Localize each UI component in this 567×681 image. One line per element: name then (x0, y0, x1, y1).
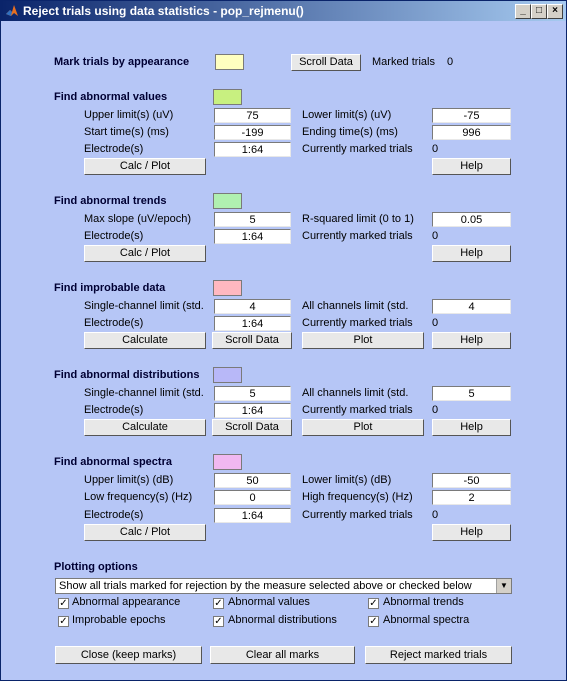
plotting-mode-select[interactable] (55, 578, 512, 594)
reject-marked-trials-button[interactable]: Reject marked trials (365, 646, 512, 664)
improbable-plot-button[interactable]: Plot (302, 332, 424, 349)
trends-electrode-label: Electrode(s) (84, 230, 144, 242)
spectra-marked-label: Currently marked trials (302, 509, 413, 521)
improbable-color-swatch (213, 280, 242, 296)
spectra-upper-label: Upper limit(s) (dB) (84, 474, 174, 486)
trends-electrode-input[interactable]: 1:64 (214, 229, 291, 244)
spectra-lower-input[interactable]: -50 (432, 473, 511, 488)
distributions-all-label: All channels limit (std. (302, 387, 409, 399)
window-title: Reject trials using data statistics - pop_rejmenu() (23, 4, 304, 18)
close-button[interactable]: × (547, 4, 563, 19)
distributions-plot-button[interactable]: Plot (302, 419, 424, 436)
values-lower-input[interactable]: -75 (432, 108, 511, 123)
values-calc-plot-button[interactable]: Calc / Plot (84, 158, 206, 175)
checkbox-abnormal-appearance[interactable]: ✓ (59, 598, 68, 609)
distributions-electrode-input[interactable]: 1:64 (214, 403, 291, 418)
improbable-single-label: Single-channel limit (std. (84, 300, 204, 312)
title-bar (1, 1, 566, 21)
distributions-header: Find abnormal distributions (54, 369, 200, 381)
trends-slope-label: Max slope (uV/epoch) (84, 213, 191, 225)
spectra-highfreq-label: High frequency(s) (Hz) (302, 491, 413, 503)
clear-all-marks-button[interactable]: Clear all marks (210, 646, 355, 664)
checkbox-label-abnormal-appearance: Abnormal appearance (72, 596, 181, 608)
trends-color-swatch (213, 193, 242, 209)
trends-rsq-input[interactable]: 0.05 (432, 212, 511, 227)
distributions-single-label: Single-channel limit (std. (84, 387, 204, 399)
values-start-label: Start time(s) (ms) (84, 126, 169, 138)
checkbox-abnormal-spectra[interactable]: ✓ (369, 616, 378, 627)
trends-calc-plot-button[interactable]: Calc / Plot (84, 245, 206, 262)
values-start-input[interactable]: -199 (214, 125, 291, 140)
minimize-button[interactable]: _ (515, 4, 531, 19)
checkbox-abnormal-values[interactable]: ✓ (214, 598, 223, 609)
improbable-single-input[interactable]: 4 (214, 299, 291, 314)
distributions-marked-count: 0 (432, 404, 439, 416)
improbable-header: Find improbable data (54, 282, 166, 294)
values-upper-label: Upper limit(s) (uV) (84, 109, 174, 121)
trends-marked-label: Currently marked trials (302, 230, 413, 242)
appearance-marked-label: Marked trials (372, 56, 435, 68)
values-electrode-input[interactable]: 1:64 (214, 142, 291, 157)
values-electrode-label: Electrode(s) (84, 143, 144, 155)
plotting-header: Plotting options (54, 561, 138, 573)
distributions-all-input[interactable]: 5 (432, 386, 511, 401)
appearance-scroll-button[interactable]: Scroll Data (291, 54, 361, 71)
distributions-marked-label: Currently marked trials (302, 404, 413, 416)
spectra-electrode-label: Electrode(s) (84, 509, 144, 521)
improbable-electrode-input[interactable]: 1:64 (214, 316, 291, 331)
spectra-marked-count: 0 (432, 509, 439, 521)
distributions-calculate-button[interactable]: Calculate (84, 419, 206, 436)
appearance-header: Mark trials by appearance (54, 56, 190, 68)
values-end-input[interactable]: 996 (432, 125, 511, 140)
improbable-marked-label: Currently marked trials (302, 317, 413, 329)
spectra-highfreq-input[interactable]: 2 (432, 490, 511, 505)
values-header: Find abnormal values (54, 91, 168, 103)
appearance-marked-count: 0 (447, 56, 454, 68)
spectra-lowfreq-input[interactable]: 0 (214, 490, 291, 505)
values-marked-count: 0 (432, 143, 439, 155)
spectra-lowfreq-label: Low frequency(s) (Hz) (84, 491, 193, 503)
distributions-single-input[interactable]: 5 (214, 386, 291, 401)
values-lower-label: Lower limit(s) (uV) (302, 109, 392, 121)
distributions-electrode-label: Electrode(s) (84, 404, 144, 416)
trends-help-button[interactable]: Help (432, 245, 511, 262)
spectra-lower-label: Lower limit(s) (dB) (302, 474, 392, 486)
distributions-color-swatch (213, 367, 242, 383)
appearance-color-swatch (215, 54, 244, 70)
improbable-all-label: All channels limit (std. (302, 300, 409, 312)
spectra-header: Find abnormal spectra (54, 456, 172, 468)
spectra-color-swatch (213, 454, 242, 470)
improbable-all-input[interactable]: 4 (432, 299, 511, 314)
distributions-help-button[interactable]: Help (432, 419, 511, 436)
trends-marked-count: 0 (432, 230, 439, 242)
values-upper-input[interactable]: 75 (214, 108, 291, 123)
values-end-label: Ending time(s) (ms) (302, 126, 398, 138)
spectra-electrode-input[interactable]: 1:64 (214, 508, 291, 523)
improbable-electrode-label: Electrode(s) (84, 317, 144, 329)
close-keep-marks-button[interactable]: Close (keep marks) (55, 646, 202, 664)
checkbox-label-improbable-epochs: Improbable epochs (72, 614, 166, 626)
improbable-calculate-button[interactable]: Calculate (84, 332, 206, 349)
improbable-scroll-button[interactable]: Scroll Data (212, 332, 292, 349)
checkbox-abnormal-trends[interactable]: ✓ (369, 598, 378, 609)
trends-rsq-label: R-squared limit (0 to 1) (302, 213, 414, 225)
checkbox-label-abnormal-distributions: Abnormal distributions (228, 614, 337, 626)
checkbox-label-abnormal-spectra: Abnormal spectra (383, 614, 470, 626)
trends-header: Find abnormal trends (54, 195, 167, 207)
checkbox-label-abnormal-trends: Abnormal trends (383, 596, 464, 608)
checkbox-label-abnormal-values: Abnormal values (228, 596, 310, 608)
improbable-help-button[interactable]: Help (432, 332, 511, 349)
improbable-marked-count: 0 (432, 317, 439, 329)
checkbox-improbable-epochs[interactable]: ✓ (59, 616, 68, 627)
maximize-button[interactable]: □ (531, 4, 547, 19)
values-help-button[interactable]: Help (432, 158, 511, 175)
matlab-logo-icon (5, 4, 19, 18)
chevron-down-icon[interactable]: ▼ (496, 579, 511, 593)
trends-slope-input[interactable]: 5 (214, 212, 291, 227)
plotting-mode-value: Show all trials marked for rejection by the measure selected above or checked below (59, 580, 472, 592)
values-marked-label: Currently marked trials (302, 143, 413, 155)
checkbox-abnormal-distributions[interactable]: ✓ (214, 616, 223, 627)
spectra-calc-plot-button[interactable]: Calc / Plot (84, 524, 206, 541)
spectra-help-button[interactable]: Help (432, 524, 511, 541)
spectra-upper-input[interactable]: 50 (214, 473, 291, 488)
values-color-swatch (213, 89, 242, 105)
distributions-scroll-button[interactable]: Scroll Data (212, 419, 292, 436)
